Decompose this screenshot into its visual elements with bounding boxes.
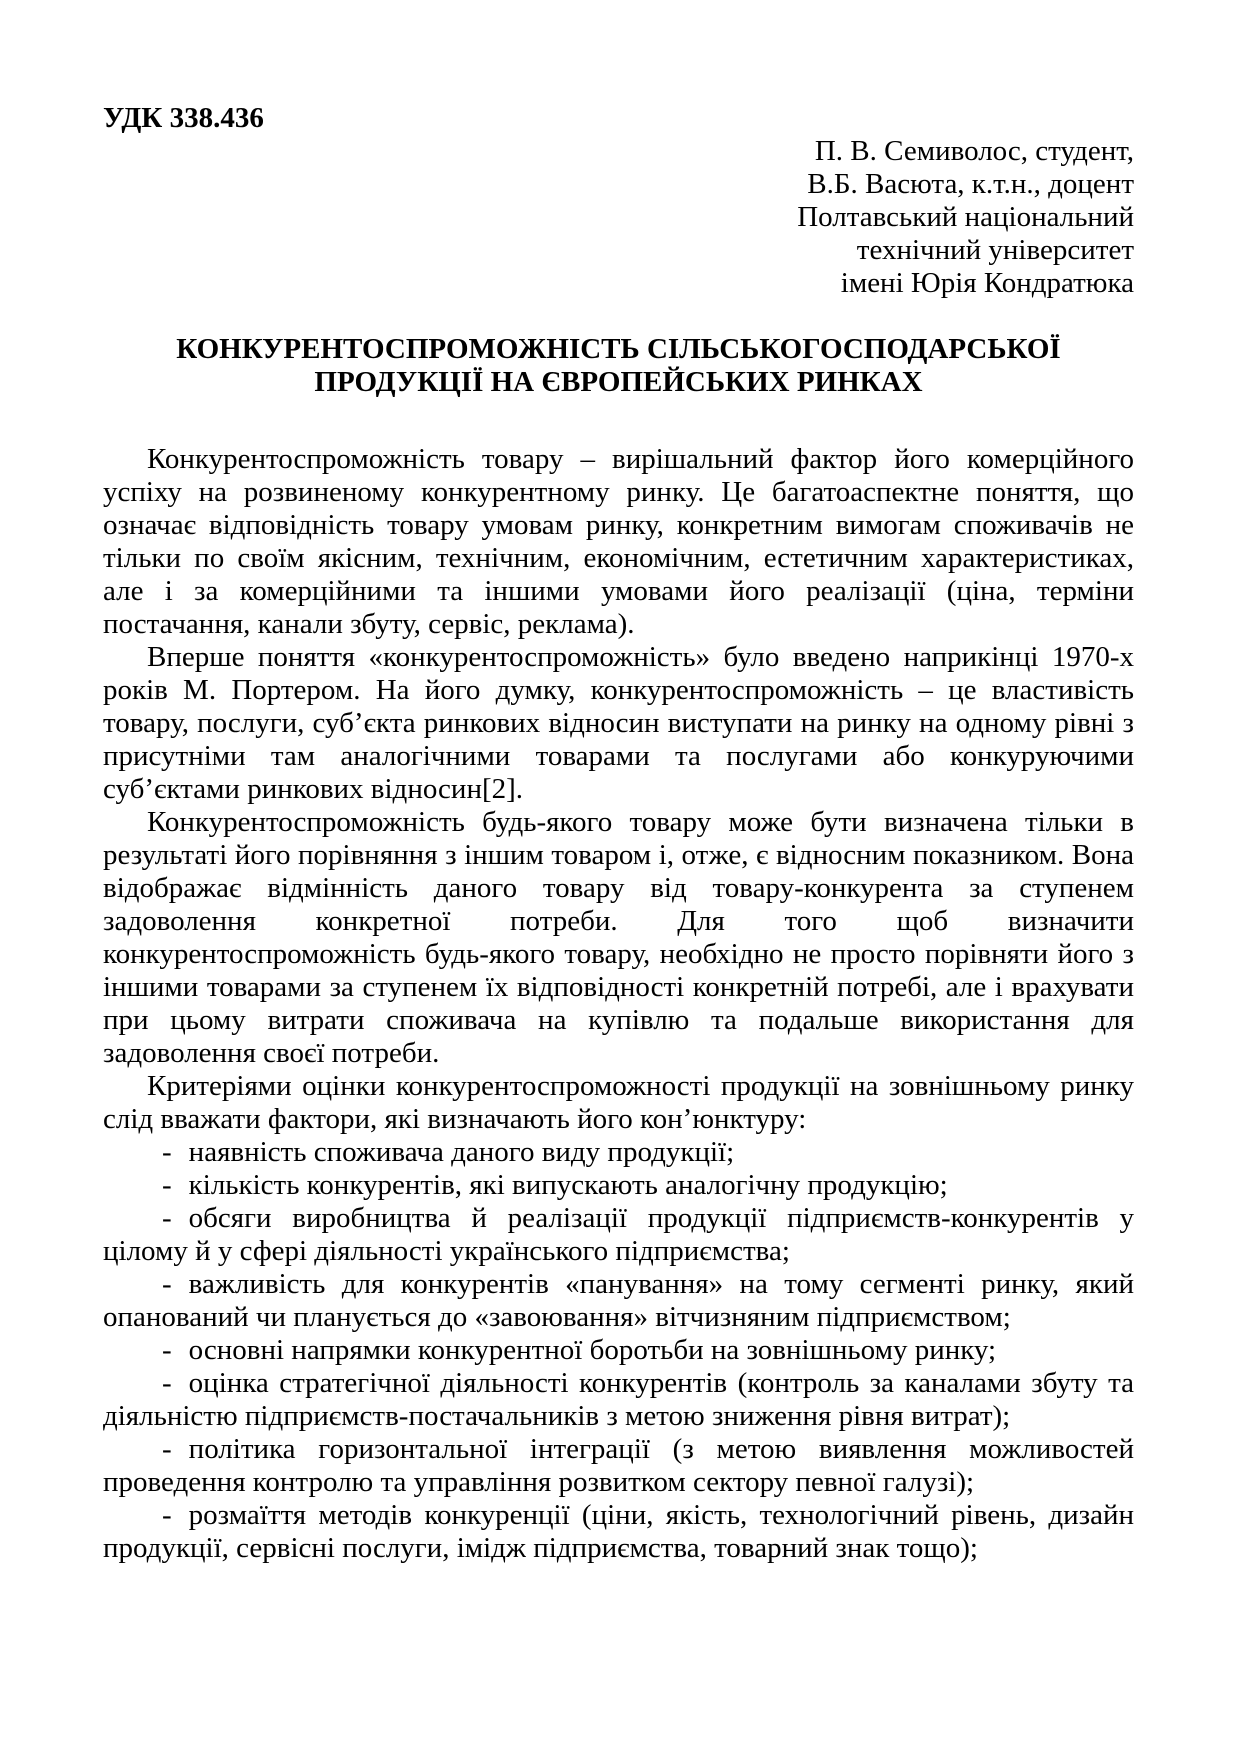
list-dash-icon: - xyxy=(162,1268,172,1300)
list-item-text: важливість для конкурентів «панування» на тому сегменті ринку, який опанований чи планується до «завоювання» вітчизняним підприємством; xyxy=(103,1268,1134,1333)
list-item-text: політика горизонтальної інтеграції (з метою виявлення можливостей проведення контролю та управління розвитком сектору певної галузі); xyxy=(103,1433,1134,1498)
list-item-2 xyxy=(103,1169,1134,1202)
paragraph-1: Конкурентоспроможність товару – вирішальний фактор його комерційного успіху на розвиненому конкурентному ринку. Це багатоаспектне поняття, що означає відповідність товару умовам ринку, конкретним вимогам споживачів не тільки по своїм якісним, технічним, економічним, естетичним характеристиках, але і за комерційними та іншими умовами його реалізації (ціна, терміни постачання, канали збуту, сервіс, реклама). xyxy=(103,443,1134,640)
list-item-text: основні напрямки конкурентної боротьби на зовнішньому ринку; xyxy=(188,1334,997,1366)
list-dash-icon: - xyxy=(162,1169,172,1201)
author-line-2: В.Б. Васюта, к.т.н., доцент xyxy=(807,168,1134,200)
list-dash-icon: - xyxy=(162,1334,172,1366)
article-title xyxy=(103,333,1134,399)
list-dash-icon: - xyxy=(162,1136,172,1168)
affiliation-line-3: імені Юрія Кондратюка xyxy=(840,267,1134,299)
list-item-7 xyxy=(103,1433,1134,1499)
article-title-line-1: КОНКУРЕНТОСПРОМОЖНІСТЬ СІЛЬСЬКОГОСПОДАРСЬКОЇ xyxy=(176,333,1061,365)
list-item-text: розмаїття методів конкуренції (ціни, якість, технологічний рівень, дизайн продукції, сервісні послуги, імідж підприємства, товарний знак тощо); xyxy=(103,1499,1134,1564)
udk-code: УДК 338.436 xyxy=(103,102,264,134)
list-dash-icon: - xyxy=(162,1202,172,1234)
article-body xyxy=(103,443,1134,1565)
list-item-1 xyxy=(103,1136,1134,1169)
paragraph-4-list-intro: Критеріями оцінки конкурентоспроможності продукції на зовнішньому ринку слід вважати фактори, які визначають його кон’юнктуру: xyxy=(103,1070,1134,1135)
list-dash-icon: - xyxy=(162,1499,172,1531)
list-item-4 xyxy=(103,1268,1134,1334)
article-title-line-2: ПРОДУКЦІЇ НА ЄВРОПЕЙСЬКИХ РИНКАХ xyxy=(314,366,923,398)
list-item-6 xyxy=(103,1367,1134,1433)
list-item-3 xyxy=(103,1202,1134,1268)
list-dash-icon: - xyxy=(162,1367,172,1399)
author-line-1: П. В. Семиволос, студент, xyxy=(814,135,1134,167)
affiliation-line-2: технічний університет xyxy=(856,234,1134,266)
list-item-text: оцінка стратегічної діяльності конкурентів (контроль за каналами збуту та діяльністю підприємств-постачальників з метою зниження рівня витрат); xyxy=(103,1367,1134,1432)
list-item-text: обсяги виробництва й реалізації продукції підприємств-конкурентів у цілому й у сфері діяльності українського підприємства; xyxy=(103,1202,1134,1267)
paragraph-3: Конкурентоспроможність будь-якого товару може бути визначена тільки в результаті його порівняння з іншим товаром і, отже, є відносним показником. Вона відображає відмінність даного товару від товару-конкурента за ступенем задоволення конкретної потреби. Для того щоб визначити конкурентоспроможність будь-якого товару, необхідно не просто порівняти його з іншими товарами за ступенем їх відповідності конкретній потребі, але і врахувати при цьому витрати споживача на купівлю та подальше використання для задоволення своєї потреби. xyxy=(103,806,1134,1069)
author-block xyxy=(103,135,1134,300)
paragraph-2: Вперше поняття «конкурентоспроможність» було введено наприкінці 1970-х років М. Портером. На його думку, конкурентоспроможність – це властивість товару, послуги, суб’єкта ринкових відносин виступати на ринку на одному рівні з присутніми там аналогічними товарами та послугами або конкуруючими суб’єктами ринкових відносин[2]. xyxy=(103,641,1134,805)
list-dash-icon: - xyxy=(162,1433,172,1465)
list-item-text: наявність споживача даного виду продукції; xyxy=(188,1136,735,1168)
list-item-8 xyxy=(103,1499,1134,1565)
list-item-5 xyxy=(103,1334,1134,1367)
list-item-text: кількість конкурентів, які випускають аналогічну продукцію; xyxy=(188,1169,948,1201)
affiliation-line-1: Полтавський національний xyxy=(797,201,1134,233)
